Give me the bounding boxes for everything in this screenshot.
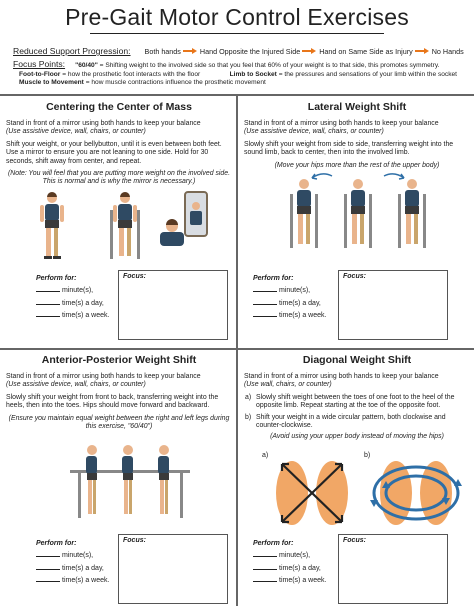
circular-feet-illustration xyxy=(366,458,466,528)
ap-illustration xyxy=(70,440,190,520)
exercise-centering xyxy=(6,101,232,191)
progression-step-3: Hand on Same Side as Injury xyxy=(319,46,413,56)
progression-step-2: Hand Opposite the Injured Side xyxy=(199,46,301,56)
exercise-body: Slowly shift your weight from side to side, transferring weight into the sound limb, back to center, then into the involved limb. xyxy=(244,140,454,157)
exercise-intro-alt: (Use assistive device, wall, chairs, or counter) xyxy=(6,381,146,389)
person-side-lean-back xyxy=(86,445,97,514)
focus-box-centering[interactable]: Focus: xyxy=(118,270,228,340)
left-foot-icon xyxy=(276,461,308,525)
focus-desc: = how the prosthetic foot interacts with the floor xyxy=(60,70,201,78)
perform-for-lateral: Perform for: minute(s), time(s) a day, time(s) a week. xyxy=(253,275,327,319)
focus-box-ap[interactable]: Focus: xyxy=(118,534,228,604)
minutes-blank[interactable] xyxy=(36,550,60,557)
person-front-figure xyxy=(110,192,140,259)
exercise-intro: Stand in front of a mirror using both hands to keep your balance xyxy=(244,120,439,127)
progression-step-1: Both hands xyxy=(144,46,181,56)
exercise-title: Anterior-Posterior Weight Shift xyxy=(41,354,197,366)
arrow-right-icon xyxy=(415,48,430,54)
perform-for-ap: Perform for: minute(s), time(s) a day, time(s) a week. xyxy=(36,540,110,584)
minutes-blank[interactable] xyxy=(253,285,277,292)
exercise-body: Shift your weight, or your bellybutton, until it is even between both feet. Use a mirror to ensure you are not leaning to one side. Hold for 30 seconds, shift away from center, and repeat. xyxy=(6,140,222,165)
progression-step-4: No Hands xyxy=(431,46,464,56)
person-side-lean-forward xyxy=(158,445,169,514)
times-week-blank[interactable] xyxy=(36,575,60,582)
times-week-blank[interactable] xyxy=(253,575,277,582)
mirror-scene xyxy=(160,192,207,246)
person-front-figure xyxy=(40,192,64,259)
times-week-blank[interactable] xyxy=(36,310,60,317)
exercise-intro-alt: (Use assistive device, wall, chairs, or counter) xyxy=(244,128,384,136)
perform-for-centering: Perform for: minute(s), time(s) a day, time(s) a week. xyxy=(36,275,110,319)
times-day-blank[interactable] xyxy=(36,563,60,570)
centering-illustration xyxy=(30,190,230,262)
right-foot-icon xyxy=(316,461,348,525)
focus-points xyxy=(13,60,465,88)
focus-box-diagonal[interactable]: Focus: xyxy=(338,534,448,604)
exercise-title: Centering the Center of Mass xyxy=(46,101,192,113)
diagonal-step-b: Shift your weight in a wide circular pattern, both clockwise and counter-clockwise. xyxy=(256,413,446,430)
arrow-right-icon xyxy=(183,48,198,54)
exercise-title: Lateral Weight Shift xyxy=(307,101,407,113)
exercise-intro-alt: (Use assistive device, wall, chairs, or counter) xyxy=(6,128,146,136)
exercise-lateral xyxy=(244,101,470,174)
exercise-note: (Note: You will feel that you are putting more weight on the involved side. This is normal and is why the mirror is necessary.) xyxy=(7,170,231,186)
exercise-note: (Avoid using your upper body instead of moving the hips) xyxy=(270,433,444,441)
exercise-note: (Ensure you maintain equal weight between the right and left legs during this exercise, "60/40") xyxy=(8,414,230,431)
exercise-intro-alt: (Use wall, chairs, or counter) xyxy=(244,381,332,389)
focus-desc: = how muscle contractions influence the prosthetic movement xyxy=(83,79,266,87)
exercise-intro: Stand in front of a mirror using both hands to keep your balance xyxy=(244,373,439,380)
exercise-anterior-posterior xyxy=(6,354,232,435)
focus-term: Foot-to-Floor xyxy=(19,70,61,78)
lateral-illustration xyxy=(284,170,434,250)
person-lateral-center xyxy=(344,179,372,248)
person-side-upright xyxy=(122,445,133,514)
focus-desc: = Shifting weight to the involved side so that you feel that 60% of your weight is to that side, this promotes symmetry. xyxy=(97,62,440,69)
exercise-title: Diagonal Weight Shift xyxy=(302,354,412,366)
exercise-intro: Stand in front of a mirror using both hands to keep your balance xyxy=(6,120,201,127)
figure-a-label: a) xyxy=(262,452,269,459)
progression-label: Reduced Support Progression: xyxy=(13,46,131,56)
minutes-blank[interactable] xyxy=(253,550,277,557)
progression-row xyxy=(13,46,465,56)
diagonal-step-a: Slowly shift weight between the toes of one foot to the heel of the opposite limb. Repeat starting at the toe of the opposite foot. xyxy=(256,393,455,410)
exercise-diagonal: Diagonal Weight Shift Stand in front of a mirror using both hands to keep your balance (Use wall, chairs, or counter) a) Slowly shift weight between the toes of one foot to the heel of the opposite limb. Repeat starting at the toe of the opposite foot. b) Shift your weight in a wide circular pattern, both clockwise and counter-clockwise. (Avoid using your upper body instead of moving the hips) xyxy=(244,354,470,446)
person-lateral-left xyxy=(290,179,318,248)
times-day-blank[interactable] xyxy=(253,298,277,305)
perform-for-diagonal: Perform for: minute(s), time(s) a day, time(s) a week. xyxy=(253,540,327,584)
exercise-intro: Stand in front of a mirror using both hands to keep your balance xyxy=(6,373,201,380)
title-underline xyxy=(90,33,384,34)
arrow-right-icon xyxy=(302,48,317,54)
figure-b-label: b) xyxy=(364,452,371,459)
focus-term: Limb to Socket xyxy=(229,70,277,78)
section-divider xyxy=(236,96,238,606)
exercise-body: Slowly shift your weight from front to back, transferring weight into the heels, then into the toes. Hips should move forward and backward. xyxy=(6,393,219,410)
focus-points-label: Focus Points: xyxy=(13,59,66,69)
times-week-blank[interactable] xyxy=(253,310,277,317)
focus-desc: = the pressures and sensations of your limb within the socket xyxy=(276,70,457,78)
minutes-blank[interactable] xyxy=(36,285,60,292)
page-title: Pre-Gait Motor Control Exercises xyxy=(65,4,409,30)
focus-box-lateral[interactable]: Focus: xyxy=(338,270,448,340)
diagonal-feet-illustration xyxy=(262,458,362,528)
focus-term: "60/40" xyxy=(75,62,98,69)
times-day-blank[interactable] xyxy=(253,563,277,570)
times-day-blank[interactable] xyxy=(36,298,60,305)
focus-term: Muscle to Movement xyxy=(19,79,84,87)
exercise-note: (Move your hips more than the rest of the upper body) xyxy=(274,161,440,169)
person-lateral-right xyxy=(398,179,426,248)
